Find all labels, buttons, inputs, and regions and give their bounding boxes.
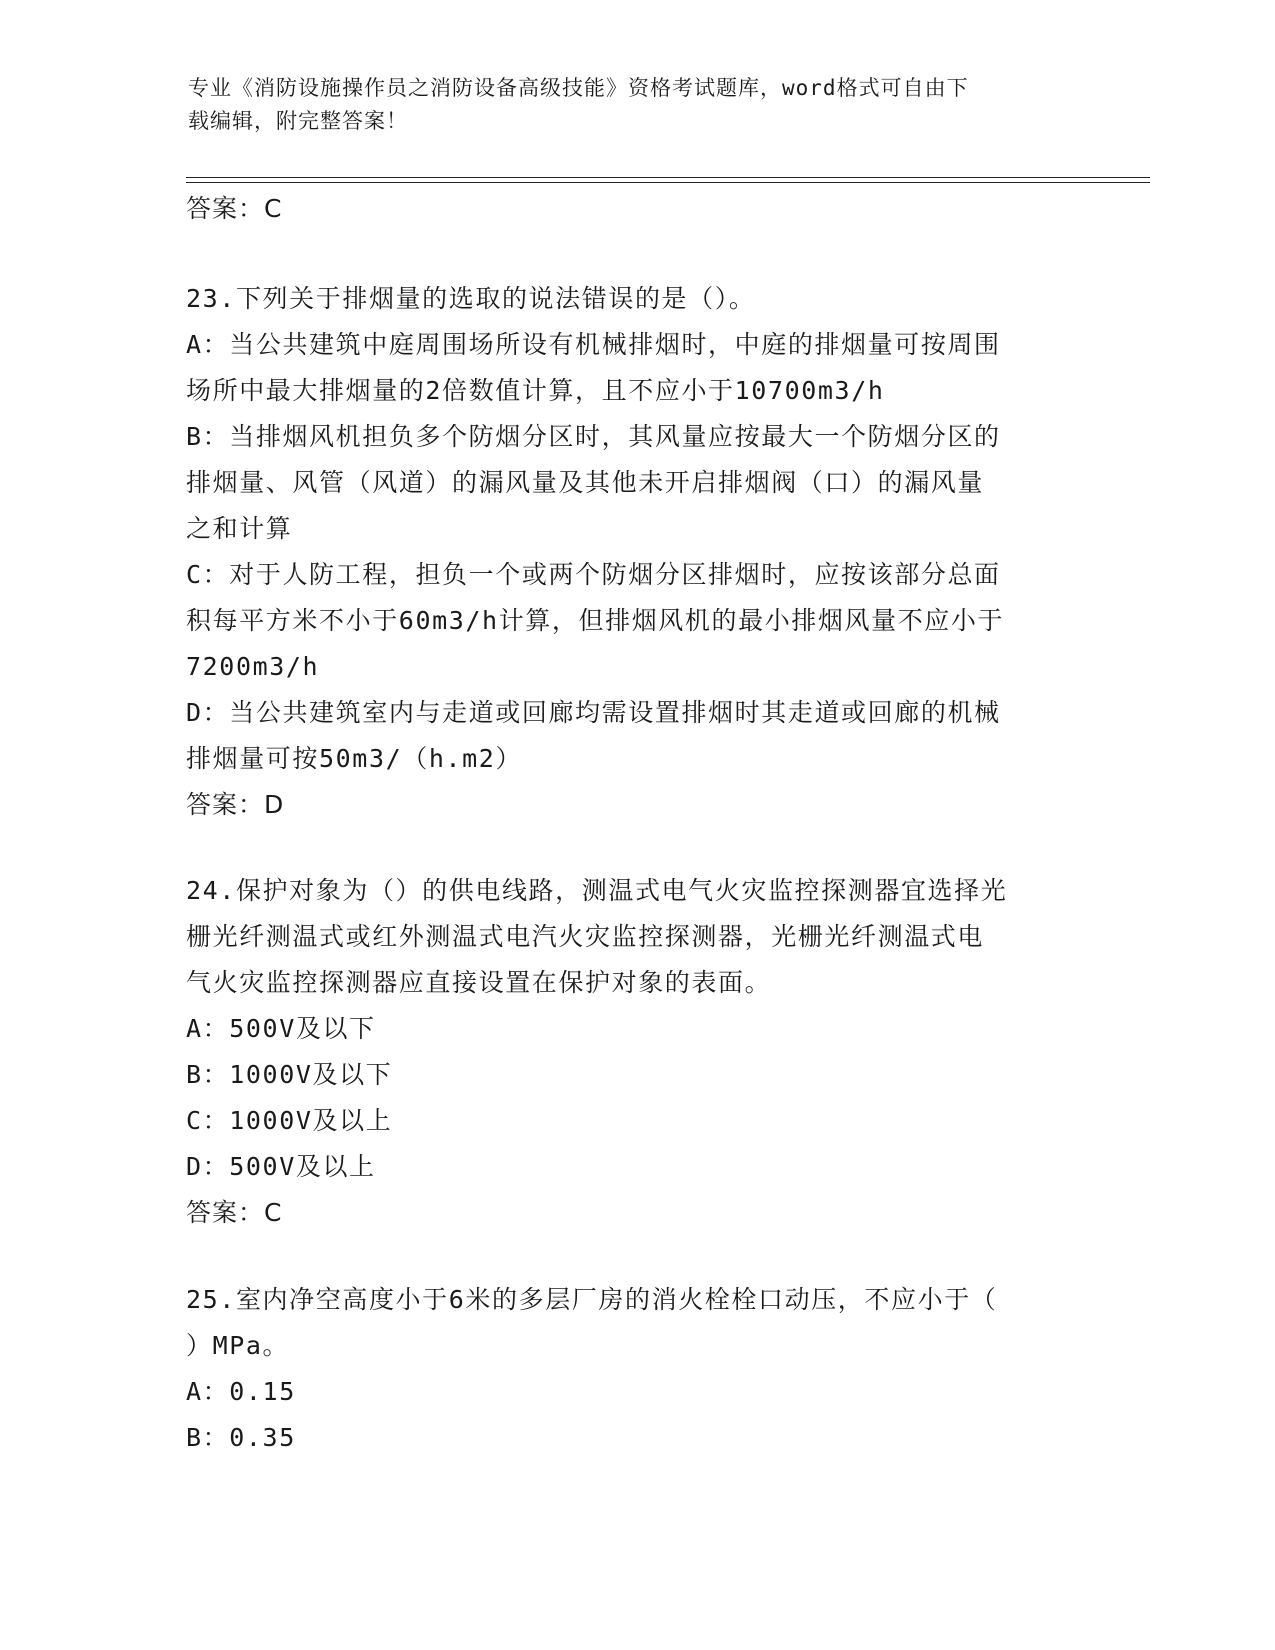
header-divider-bottom bbox=[186, 182, 1150, 183]
question-25-stem: 25.室内净空高度小于6米的多层厂房的消火栓栓口动压，不应小于（ bbox=[186, 1285, 998, 1314]
previous-answer-block bbox=[186, 186, 1086, 232]
question-23-option-c-cont2: 7200m3/h bbox=[186, 652, 320, 681]
question-25 bbox=[186, 1277, 1086, 1461]
question-23-stem: 23.下列关于排烟量的选取的说法错误的是（）。 bbox=[186, 284, 756, 313]
question-23-option-d: D：当公共建筑室内与走道或回廊均需设置排烟时其走道或回廊的机械 bbox=[186, 698, 1001, 727]
question-25-option-b: B：0.35 bbox=[186, 1423, 296, 1452]
question-23-option-b: B：当排烟风机担负多个防烟分区时，其风量应按最大一个防烟分区的 bbox=[186, 422, 1001, 451]
question-23-answer: 答案：D bbox=[186, 790, 285, 819]
question-23-option-b-cont2: 之和计算 bbox=[186, 514, 293, 543]
question-24-option-b: B：1000V及以下 bbox=[186, 1060, 393, 1089]
question-25-option-a: A：0.15 bbox=[186, 1377, 296, 1406]
question-24-option-c: C：1000V及以上 bbox=[186, 1106, 393, 1135]
question-24 bbox=[186, 868, 1086, 1236]
header-line-2: 载编辑，附完整答案！ bbox=[188, 109, 408, 133]
header-divider-top bbox=[186, 177, 1150, 178]
question-24-stem: 24.保护对象为（）的供电线路，测温式电气火灾监控探测器宜选择光 bbox=[186, 876, 1008, 905]
question-25-stem-cont: ）MPa。 bbox=[186, 1331, 290, 1360]
question-23-option-b-cont: 排烟量、风管（风道）的漏风量及其他未开启排烟阀（口）的漏风量 bbox=[186, 468, 985, 497]
header-line-1: 专业《消防设施操作员之消防设备高级技能》资格考试题库，word格式可自由下 bbox=[188, 76, 969, 100]
question-24-option-d: D：500V及以上 bbox=[186, 1152, 376, 1181]
question-23-option-a: A：当公共建筑中庭周围场所设有机械排烟时，中庭的排烟量可按周围 bbox=[186, 330, 1001, 359]
question-23-option-d-cont: 排烟量可按50m3/（h.m2） bbox=[186, 744, 523, 773]
document-header bbox=[188, 72, 1088, 138]
question-24-stem-cont: 栅光纤测温式或红外测温式电汽火灾监控探测器，光栅光纤测温式电 bbox=[186, 922, 985, 951]
question-23-option-c-cont: 积每平方米不小于60m3/h计算，但排烟风机的最小排烟风量不应小于 bbox=[186, 606, 1005, 635]
question-23 bbox=[186, 276, 1086, 828]
question-24-option-a: A：500V及以下 bbox=[186, 1014, 376, 1043]
question-24-stem-cont2: 气火灾监控探测器应直接设置在保护对象的表面。 bbox=[186, 968, 772, 997]
question-23-option-a-cont: 场所中最大排烟量的2倍数值计算，且不应小于10700m3/h bbox=[186, 376, 885, 405]
question-24-answer: 答案：C bbox=[186, 1198, 283, 1227]
previous-answer: 答案：C bbox=[186, 194, 283, 223]
question-23-option-c: C：对于人防工程，担负一个或两个防烟分区排烟时，应按该部分总面 bbox=[186, 560, 1001, 589]
